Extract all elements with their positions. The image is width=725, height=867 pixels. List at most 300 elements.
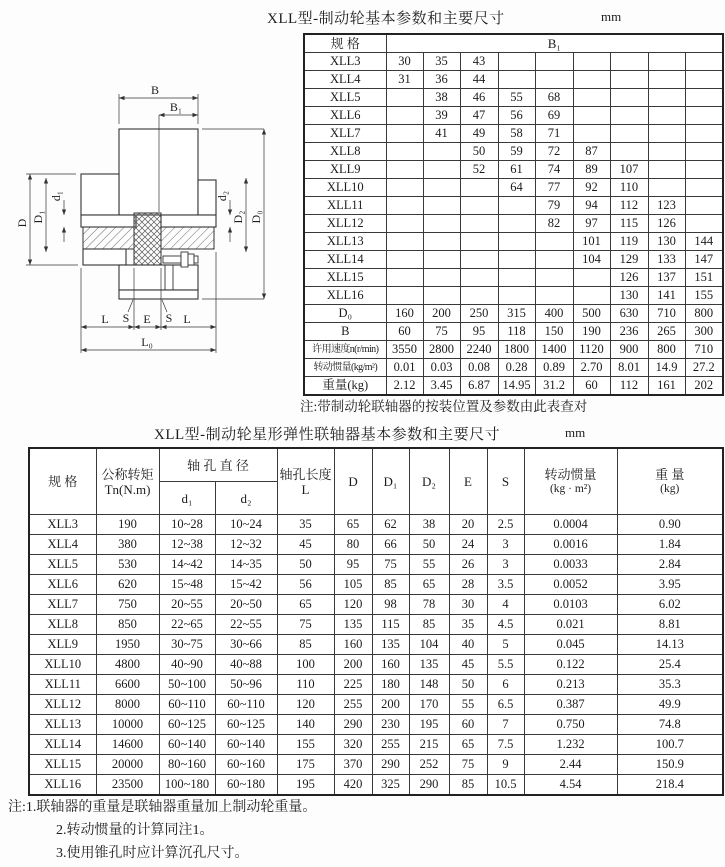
value-cell: 60~160 xyxy=(215,755,277,775)
value-cell: 87 xyxy=(573,143,610,161)
value-cell: 800 xyxy=(648,341,685,359)
value-cell: 41 xyxy=(423,125,460,143)
s-column-header: S xyxy=(487,448,524,515)
table-row xyxy=(304,287,723,305)
value-cell xyxy=(460,233,498,251)
value-cell: 85 xyxy=(449,775,487,796)
value-cell: 2240 xyxy=(460,341,498,359)
value-cell: 2800 xyxy=(423,341,460,359)
value-cell xyxy=(386,251,423,269)
dim-label-s-left: S xyxy=(122,311,130,325)
value-cell: 60~140 xyxy=(215,735,277,755)
bolt-shaft xyxy=(163,256,181,263)
spec-column-header: 规 格 xyxy=(29,448,96,515)
value-cell: 420 xyxy=(334,775,372,796)
row-header-cell: 许用速度n(r/min) xyxy=(304,341,386,359)
value-cell: 144 xyxy=(685,233,723,251)
value-cell: 50 xyxy=(277,555,334,575)
value-cell: 130 xyxy=(610,287,648,305)
value-cell: 320 xyxy=(334,735,372,755)
value-cell: 0.213 xyxy=(524,675,617,695)
value-cell: 65 xyxy=(409,575,449,595)
row-header-cell: XLL7 xyxy=(304,125,386,143)
d1-column-header: D₁ xyxy=(372,448,409,515)
row-header-cell: 重量(kg) xyxy=(304,377,386,396)
dim-label-d2: d₂ xyxy=(215,190,229,202)
value-cell: 3 xyxy=(487,535,524,555)
value-cell xyxy=(423,269,460,287)
value-cell: 0.387 xyxy=(524,695,617,715)
value-cell xyxy=(386,143,423,161)
value-cell: 0.90 xyxy=(617,515,723,535)
value-cell: 0.0103 xyxy=(524,595,617,615)
value-cell: 265 xyxy=(648,323,685,341)
value-cell: 105 xyxy=(334,575,372,595)
value-cell: 50~100 xyxy=(159,675,215,695)
table-row xyxy=(304,179,723,197)
row-header-cell: XLL10 xyxy=(29,655,96,675)
value-cell: 119 xyxy=(610,233,648,251)
value-cell: 800 xyxy=(685,305,723,323)
value-cell xyxy=(573,269,610,287)
value-cell xyxy=(498,197,535,215)
table-row xyxy=(304,323,723,341)
value-cell: 30~66 xyxy=(215,635,277,655)
value-cell: 10~24 xyxy=(215,515,277,535)
value-cell xyxy=(685,53,723,71)
value-cell xyxy=(535,71,573,89)
left-hub-section xyxy=(83,227,134,249)
brake-wheel-table xyxy=(303,33,724,396)
value-cell: 151 xyxy=(685,269,723,287)
value-cell: 218.4 xyxy=(617,775,723,796)
value-cell: 46 xyxy=(460,89,498,107)
value-cell xyxy=(685,143,723,161)
row-header-cell: XLL4 xyxy=(29,535,96,555)
value-cell: 180 xyxy=(372,675,409,695)
row-header-cell: XLL6 xyxy=(304,107,386,125)
value-cell: 8.81 xyxy=(617,615,723,635)
value-cell: 155 xyxy=(685,287,723,305)
value-cell: 140 xyxy=(277,715,334,735)
value-cell: 0.122 xyxy=(524,655,617,675)
value-cell: 7 xyxy=(487,715,524,735)
value-cell: 290 xyxy=(409,775,449,796)
value-cell xyxy=(648,107,685,125)
value-cell: 150.9 xyxy=(617,755,723,775)
value-cell: 65 xyxy=(277,595,334,615)
value-cell xyxy=(460,287,498,305)
value-cell: 0.0052 xyxy=(524,575,617,595)
value-cell: 400 xyxy=(535,305,573,323)
value-cell: 255 xyxy=(334,695,372,715)
dim-label-d2-cap: D₂ xyxy=(231,210,245,224)
value-cell xyxy=(498,287,535,305)
value-cell xyxy=(386,161,423,179)
table-row xyxy=(304,377,723,396)
value-cell: 31.2 xyxy=(535,377,573,396)
table2-title: XLL型-制动轮星形弹性联轴器基本参数和主要尺寸 xyxy=(154,427,501,443)
value-cell: 530 xyxy=(96,555,159,575)
value-cell: 1.232 xyxy=(524,735,617,755)
value-cell: 58 xyxy=(498,125,535,143)
value-cell: 94 xyxy=(573,197,610,215)
value-cell: 8000 xyxy=(96,695,159,715)
value-cell: 4800 xyxy=(96,655,159,675)
value-cell: 250 xyxy=(460,305,498,323)
value-cell xyxy=(648,53,685,71)
value-cell xyxy=(460,215,498,233)
value-cell xyxy=(386,215,423,233)
value-cell: 35 xyxy=(423,53,460,71)
value-cell: 6600 xyxy=(96,675,159,695)
table-row xyxy=(29,595,723,615)
value-cell xyxy=(498,233,535,251)
row-header-cell: XLL8 xyxy=(304,143,386,161)
value-cell: 1800 xyxy=(498,341,535,359)
dim-label-d1-cap: D₁ xyxy=(31,210,45,224)
value-cell: 60 xyxy=(449,715,487,735)
value-cell xyxy=(386,233,423,251)
value-cell: 160 xyxy=(334,635,372,655)
value-cell xyxy=(610,89,648,107)
value-cell: 14.13 xyxy=(617,635,723,655)
value-cell: 2.70 xyxy=(573,359,610,377)
value-cell: 45 xyxy=(449,655,487,675)
value-cell xyxy=(573,287,610,305)
value-cell: 230 xyxy=(372,715,409,735)
table-row xyxy=(29,555,723,575)
value-cell xyxy=(498,269,535,287)
value-cell xyxy=(423,215,460,233)
value-cell: 630 xyxy=(610,305,648,323)
row-header-cell: XLL3 xyxy=(304,53,386,71)
value-cell: 255 xyxy=(372,735,409,755)
value-cell: 92 xyxy=(573,179,610,197)
value-cell: 12~38 xyxy=(159,535,215,555)
bore-diameter-header: 轴 孔 直 径 xyxy=(159,448,277,482)
value-cell: 101 xyxy=(573,233,610,251)
value-cell: 36 xyxy=(423,71,460,89)
value-cell: 39 xyxy=(423,107,460,125)
value-cell xyxy=(423,251,460,269)
value-cell: 300 xyxy=(685,323,723,341)
weight-header-line2: (kg) xyxy=(660,482,680,495)
value-cell: 25.4 xyxy=(617,655,723,675)
value-cell: 215 xyxy=(409,735,449,755)
row-header-cell: XLL12 xyxy=(304,215,386,233)
table-row xyxy=(29,735,723,755)
table-row xyxy=(304,341,723,359)
row-header-cell: XLL9 xyxy=(29,635,96,655)
value-cell: 200 xyxy=(334,655,372,675)
value-cell: 60 xyxy=(386,323,423,341)
value-cell xyxy=(386,287,423,305)
dim-label-l0: L₀ xyxy=(141,335,153,349)
value-cell: 98 xyxy=(372,595,409,615)
value-cell: 50 xyxy=(409,535,449,555)
value-cell: 14.9 xyxy=(648,359,685,377)
value-cell: 50~96 xyxy=(215,675,277,695)
brake-drum-top xyxy=(119,129,198,215)
value-cell: 64 xyxy=(498,179,535,197)
value-cell: 380 xyxy=(96,535,159,555)
brake-drum-rim xyxy=(119,290,198,299)
value-cell: 0.0033 xyxy=(524,555,617,575)
value-cell: 20~50 xyxy=(215,595,277,615)
value-cell: 55 xyxy=(449,695,487,715)
value-cell xyxy=(610,107,648,125)
value-cell: 47 xyxy=(460,107,498,125)
footnote-3: 3.使用锥孔时应计算沉孔尺寸。 xyxy=(56,846,249,861)
value-cell: 6.02 xyxy=(617,595,723,615)
value-cell: 190 xyxy=(573,323,610,341)
row-header-cell: XLL11 xyxy=(29,675,96,695)
value-cell: 35 xyxy=(277,515,334,535)
dim-label-l-left: L xyxy=(101,312,109,326)
value-cell: 60~180 xyxy=(215,775,277,796)
e-column-header: E xyxy=(449,448,487,515)
value-cell: 15~48 xyxy=(159,575,215,595)
value-cell: 0.021 xyxy=(524,615,617,635)
value-cell: 112 xyxy=(610,197,648,215)
d2-subcolumn-header: d₂ xyxy=(215,482,277,515)
value-cell: 15~42 xyxy=(215,575,277,595)
value-cell: 120 xyxy=(334,595,372,615)
table-row xyxy=(29,615,723,635)
value-cell: 14~42 xyxy=(159,555,215,575)
value-cell: 75 xyxy=(423,323,460,341)
value-cell: 0.89 xyxy=(535,359,573,377)
value-cell: 325 xyxy=(372,775,409,796)
value-cell xyxy=(423,161,460,179)
value-cell: 2.84 xyxy=(617,555,723,575)
bore-length-line2: L xyxy=(301,481,310,497)
value-cell: 126 xyxy=(610,269,648,287)
value-cell: 170 xyxy=(409,695,449,715)
inertia-header-line2: (kg · m²) xyxy=(549,482,592,495)
value-cell xyxy=(498,215,535,233)
torque-header-line2: Tn(N.m) xyxy=(104,481,151,497)
value-cell: 71 xyxy=(535,125,573,143)
row-header-cell: XLL16 xyxy=(29,775,96,796)
value-cell: 3550 xyxy=(386,341,423,359)
value-cell: 4.54 xyxy=(524,775,617,796)
value-cell: 290 xyxy=(372,755,409,775)
bore-length-line1: 轴孔长度 xyxy=(279,466,332,482)
value-cell: 60~125 xyxy=(159,715,215,735)
footnote-1: 注:1.联轴器的重量是联轴器重量加上制动轮重量。 xyxy=(8,800,317,815)
value-cell: 43 xyxy=(460,53,498,71)
value-cell: 40~88 xyxy=(215,655,277,675)
value-cell: 65 xyxy=(334,515,372,535)
value-cell: 130 xyxy=(648,233,685,251)
value-cell: 38 xyxy=(423,89,460,107)
row-header-cell: XLL6 xyxy=(29,575,96,595)
value-cell: 22~55 xyxy=(215,615,277,635)
value-cell: 95 xyxy=(334,555,372,575)
value-cell: 3 xyxy=(487,555,524,575)
table-row xyxy=(304,359,723,377)
value-cell xyxy=(573,107,610,125)
value-cell: 6.87 xyxy=(460,377,498,396)
left-hub-block xyxy=(81,174,119,215)
table-row xyxy=(304,269,723,287)
value-cell: 115 xyxy=(372,615,409,635)
table2-header-row-1 xyxy=(29,448,723,482)
value-cell: 110 xyxy=(610,179,648,197)
value-cell: 10.5 xyxy=(487,775,524,796)
value-cell: 150 xyxy=(535,323,573,341)
right-hub-block xyxy=(198,180,216,215)
value-cell: 68 xyxy=(535,89,573,107)
d2-column-header: D₂ xyxy=(409,448,449,515)
spec-column-header: 规 格 xyxy=(304,34,386,53)
value-cell: 104 xyxy=(409,635,449,655)
bore-length-header xyxy=(277,448,334,515)
value-cell: 40~90 xyxy=(159,655,215,675)
value-cell: 850 xyxy=(96,615,159,635)
table-row xyxy=(304,53,723,71)
value-cell: 10000 xyxy=(96,715,159,735)
dim-label-b1: B₁ xyxy=(169,100,183,114)
value-cell: 0.03 xyxy=(423,359,460,377)
value-cell: 30~75 xyxy=(159,635,215,655)
table2-body xyxy=(29,515,723,796)
table1-unit-label: mm xyxy=(601,9,622,24)
table1-title: XLL型-制动轮基本参数和主要尺寸 xyxy=(267,11,505,27)
dim-label-s-right: S xyxy=(165,311,173,325)
value-cell: 72 xyxy=(535,143,573,161)
value-cell: 195 xyxy=(409,715,449,735)
value-cell xyxy=(648,161,685,179)
torque-header-line1: 公称转矩 xyxy=(101,466,154,482)
value-cell: 129 xyxy=(610,251,648,269)
value-cell: 69 xyxy=(535,107,573,125)
value-cell: 56 xyxy=(277,575,334,595)
value-cell: 115 xyxy=(610,215,648,233)
value-cell: 95 xyxy=(460,323,498,341)
value-cell xyxy=(573,71,610,89)
value-cell: 107 xyxy=(610,161,648,179)
value-cell xyxy=(386,107,423,125)
value-cell: 77 xyxy=(535,179,573,197)
value-cell: 4 xyxy=(487,595,524,615)
value-cell: 3.95 xyxy=(617,575,723,595)
value-cell: 35.3 xyxy=(617,675,723,695)
value-cell: 52 xyxy=(460,161,498,179)
value-cell xyxy=(685,215,723,233)
elastomer-section xyxy=(134,213,161,265)
weight-column-header xyxy=(617,448,723,515)
value-cell: 14600 xyxy=(96,735,159,755)
table-row xyxy=(304,251,723,269)
value-cell xyxy=(535,251,573,269)
value-cell xyxy=(498,251,535,269)
table-row xyxy=(304,107,723,125)
value-cell xyxy=(685,89,723,107)
value-cell: 85 xyxy=(372,575,409,595)
value-cell: 7.5 xyxy=(487,735,524,755)
value-cell xyxy=(423,233,460,251)
value-cell: 126 xyxy=(648,215,685,233)
value-cell: 78 xyxy=(409,595,449,615)
value-cell: 38 xyxy=(409,515,449,535)
value-cell: 75 xyxy=(372,555,409,575)
value-cell: 8.01 xyxy=(610,359,648,377)
row-header-cell: XLL7 xyxy=(29,595,96,615)
value-cell xyxy=(610,53,648,71)
value-cell: 82 xyxy=(535,215,573,233)
table-row xyxy=(304,71,723,89)
value-cell: 155 xyxy=(277,735,334,755)
value-cell xyxy=(685,125,723,143)
value-cell xyxy=(460,269,498,287)
value-cell: 290 xyxy=(334,715,372,735)
value-cell: 202 xyxy=(685,377,723,396)
table-row xyxy=(29,635,723,655)
value-cell: 0.0004 xyxy=(524,515,617,535)
technical-drawing xyxy=(16,72,306,402)
left-bore xyxy=(81,215,136,227)
value-cell: 135 xyxy=(334,615,372,635)
value-cell: 370 xyxy=(334,755,372,775)
value-cell: 12~32 xyxy=(215,535,277,555)
value-cell: 20~55 xyxy=(159,595,215,615)
value-cell xyxy=(423,287,460,305)
value-cell: 0.045 xyxy=(524,635,617,655)
row-header-cell: XLL9 xyxy=(304,161,386,179)
row-header-cell: XLL5 xyxy=(29,555,96,575)
value-cell xyxy=(610,71,648,89)
value-cell: 55 xyxy=(409,555,449,575)
value-cell: 60 xyxy=(573,377,610,396)
value-cell: 200 xyxy=(423,305,460,323)
value-cell: 5 xyxy=(487,635,524,655)
value-cell: 0.0016 xyxy=(524,535,617,555)
bolt-end xyxy=(194,256,198,263)
table-row xyxy=(29,655,723,675)
left-flange-step xyxy=(83,249,126,265)
value-cell: 2.12 xyxy=(386,377,423,396)
value-cell: 6.5 xyxy=(487,695,524,715)
value-cell: 50 xyxy=(449,675,487,695)
value-cell: 6 xyxy=(487,675,524,695)
row-header-cell: XLL13 xyxy=(29,715,96,735)
value-cell xyxy=(573,125,610,143)
row-header-cell: XLL15 xyxy=(29,755,96,775)
value-cell xyxy=(685,197,723,215)
value-cell: 1.84 xyxy=(617,535,723,555)
value-cell: 79 xyxy=(535,197,573,215)
value-cell: 100 xyxy=(277,655,334,675)
value-cell xyxy=(648,89,685,107)
value-cell: 200 xyxy=(372,695,409,715)
value-cell: 59 xyxy=(498,143,535,161)
value-cell xyxy=(460,251,498,269)
value-cell: 20 xyxy=(449,515,487,535)
value-cell: 40 xyxy=(449,635,487,655)
value-cell: 710 xyxy=(648,305,685,323)
footnote-2: 2.转动惯量的计算同注1。 xyxy=(56,823,214,838)
value-cell: 65 xyxy=(449,735,487,755)
value-cell: 135 xyxy=(372,635,409,655)
value-cell: 60~125 xyxy=(215,715,277,735)
value-cell: 137 xyxy=(648,269,685,287)
value-cell: 62 xyxy=(372,515,409,535)
value-cell xyxy=(535,53,573,71)
value-cell: 74 xyxy=(535,161,573,179)
